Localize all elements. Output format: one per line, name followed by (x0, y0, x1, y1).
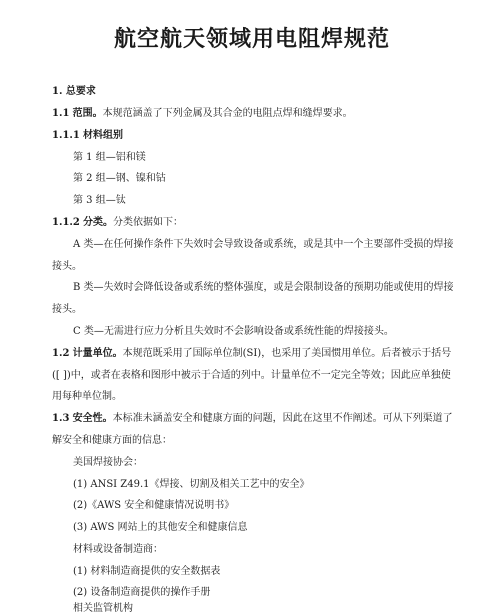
section-1-2-line-2: ([ ])中，或者在表格和图形中被示于合适的列中。计量单位不一定完全等效；因此应单独使 (52, 370, 451, 381)
section-label: 安全性。 (72, 413, 113, 424)
section-1-heading: 1. 总要求 (52, 86, 96, 97)
section-text: 本标准未涵盖安全和健康方面的问题，因此在这里不作阐述。可从下列渠道了 (112, 413, 453, 424)
section-1-2-line-3: 用每种单位制。 (52, 391, 122, 402)
class-b-line-1: B 类—失效时会降低设备或系统的整体强度，或是会限制设备的预期功能或使用的焊接 (73, 282, 454, 293)
document-title: 航空航天领域用电阻焊规范 (113, 26, 390, 52)
section-1-1-2 (52, 216, 183, 229)
group-item: 第 1 组—铝和镁 (73, 152, 146, 163)
section-label: 计量单位。 (72, 348, 123, 359)
group-item: 第 3 组—钛 (73, 195, 126, 206)
class-b-line-2: 接头。 (52, 304, 82, 315)
section-label: 范围。 (72, 108, 103, 119)
aws-heading: 美国焊接协会： (73, 457, 143, 468)
class-a-line-2: 接头。 (52, 261, 82, 272)
manufacturer-item: (2) 设备制造商提供的操作手册 (73, 587, 211, 598)
section-1-2-line-1 (52, 347, 451, 360)
section-number: 1.1.2 (52, 217, 80, 228)
regulator-heading: 相关监管机构 (73, 603, 133, 614)
aws-item: (1) ANSI Z49.1《焊接、切割及相关工艺中的安全》 (73, 479, 310, 490)
section-1-3-line-2: 解安全和健康方面的信息： (52, 435, 172, 446)
section-number: 1.2 (52, 348, 70, 359)
manufacturer-item: (1) 材料制造商提供的安全数据表 (73, 566, 221, 577)
section-1-1-1 (52, 129, 123, 142)
section-text: 本规范涵盖了下列金属及其合金的电阻点焊和缝焊要求。 (102, 108, 353, 119)
section-number: 1.1.1 (52, 130, 80, 141)
aws-item: (2)《AWS 安全和健康情况说明书》 (73, 500, 235, 511)
section-text: 本规范既采用了国际单位制(SI)，也采用了美国惯用单位。后者被示于括号 (122, 348, 452, 359)
section-label: 分类。 (83, 217, 114, 228)
aws-item: (3) AWS 网站上的其他安全和健康信息 (73, 522, 248, 533)
manufacturer-heading: 材料或设备制造商： (73, 544, 163, 555)
section-label: 材料组别 (83, 130, 124, 141)
group-item: 第 2 组—钢、镍和钴 (73, 173, 166, 184)
class-c-line: C 类—无需进行应力分析且失效时不会影响设备或系统性能的焊接接头。 (73, 326, 394, 337)
section-number: 1.1 (52, 108, 70, 119)
section-number: 1.3 (52, 413, 70, 424)
class-a-line-1: A 类—在任何操作条件下失效时会导致设备或系统，或是其中一个主要部件受损的焊接 (73, 239, 454, 250)
section-1-1 (52, 107, 353, 120)
section-text: 分类依据如下： (113, 217, 184, 228)
section-1-3-line-1 (52, 412, 453, 425)
